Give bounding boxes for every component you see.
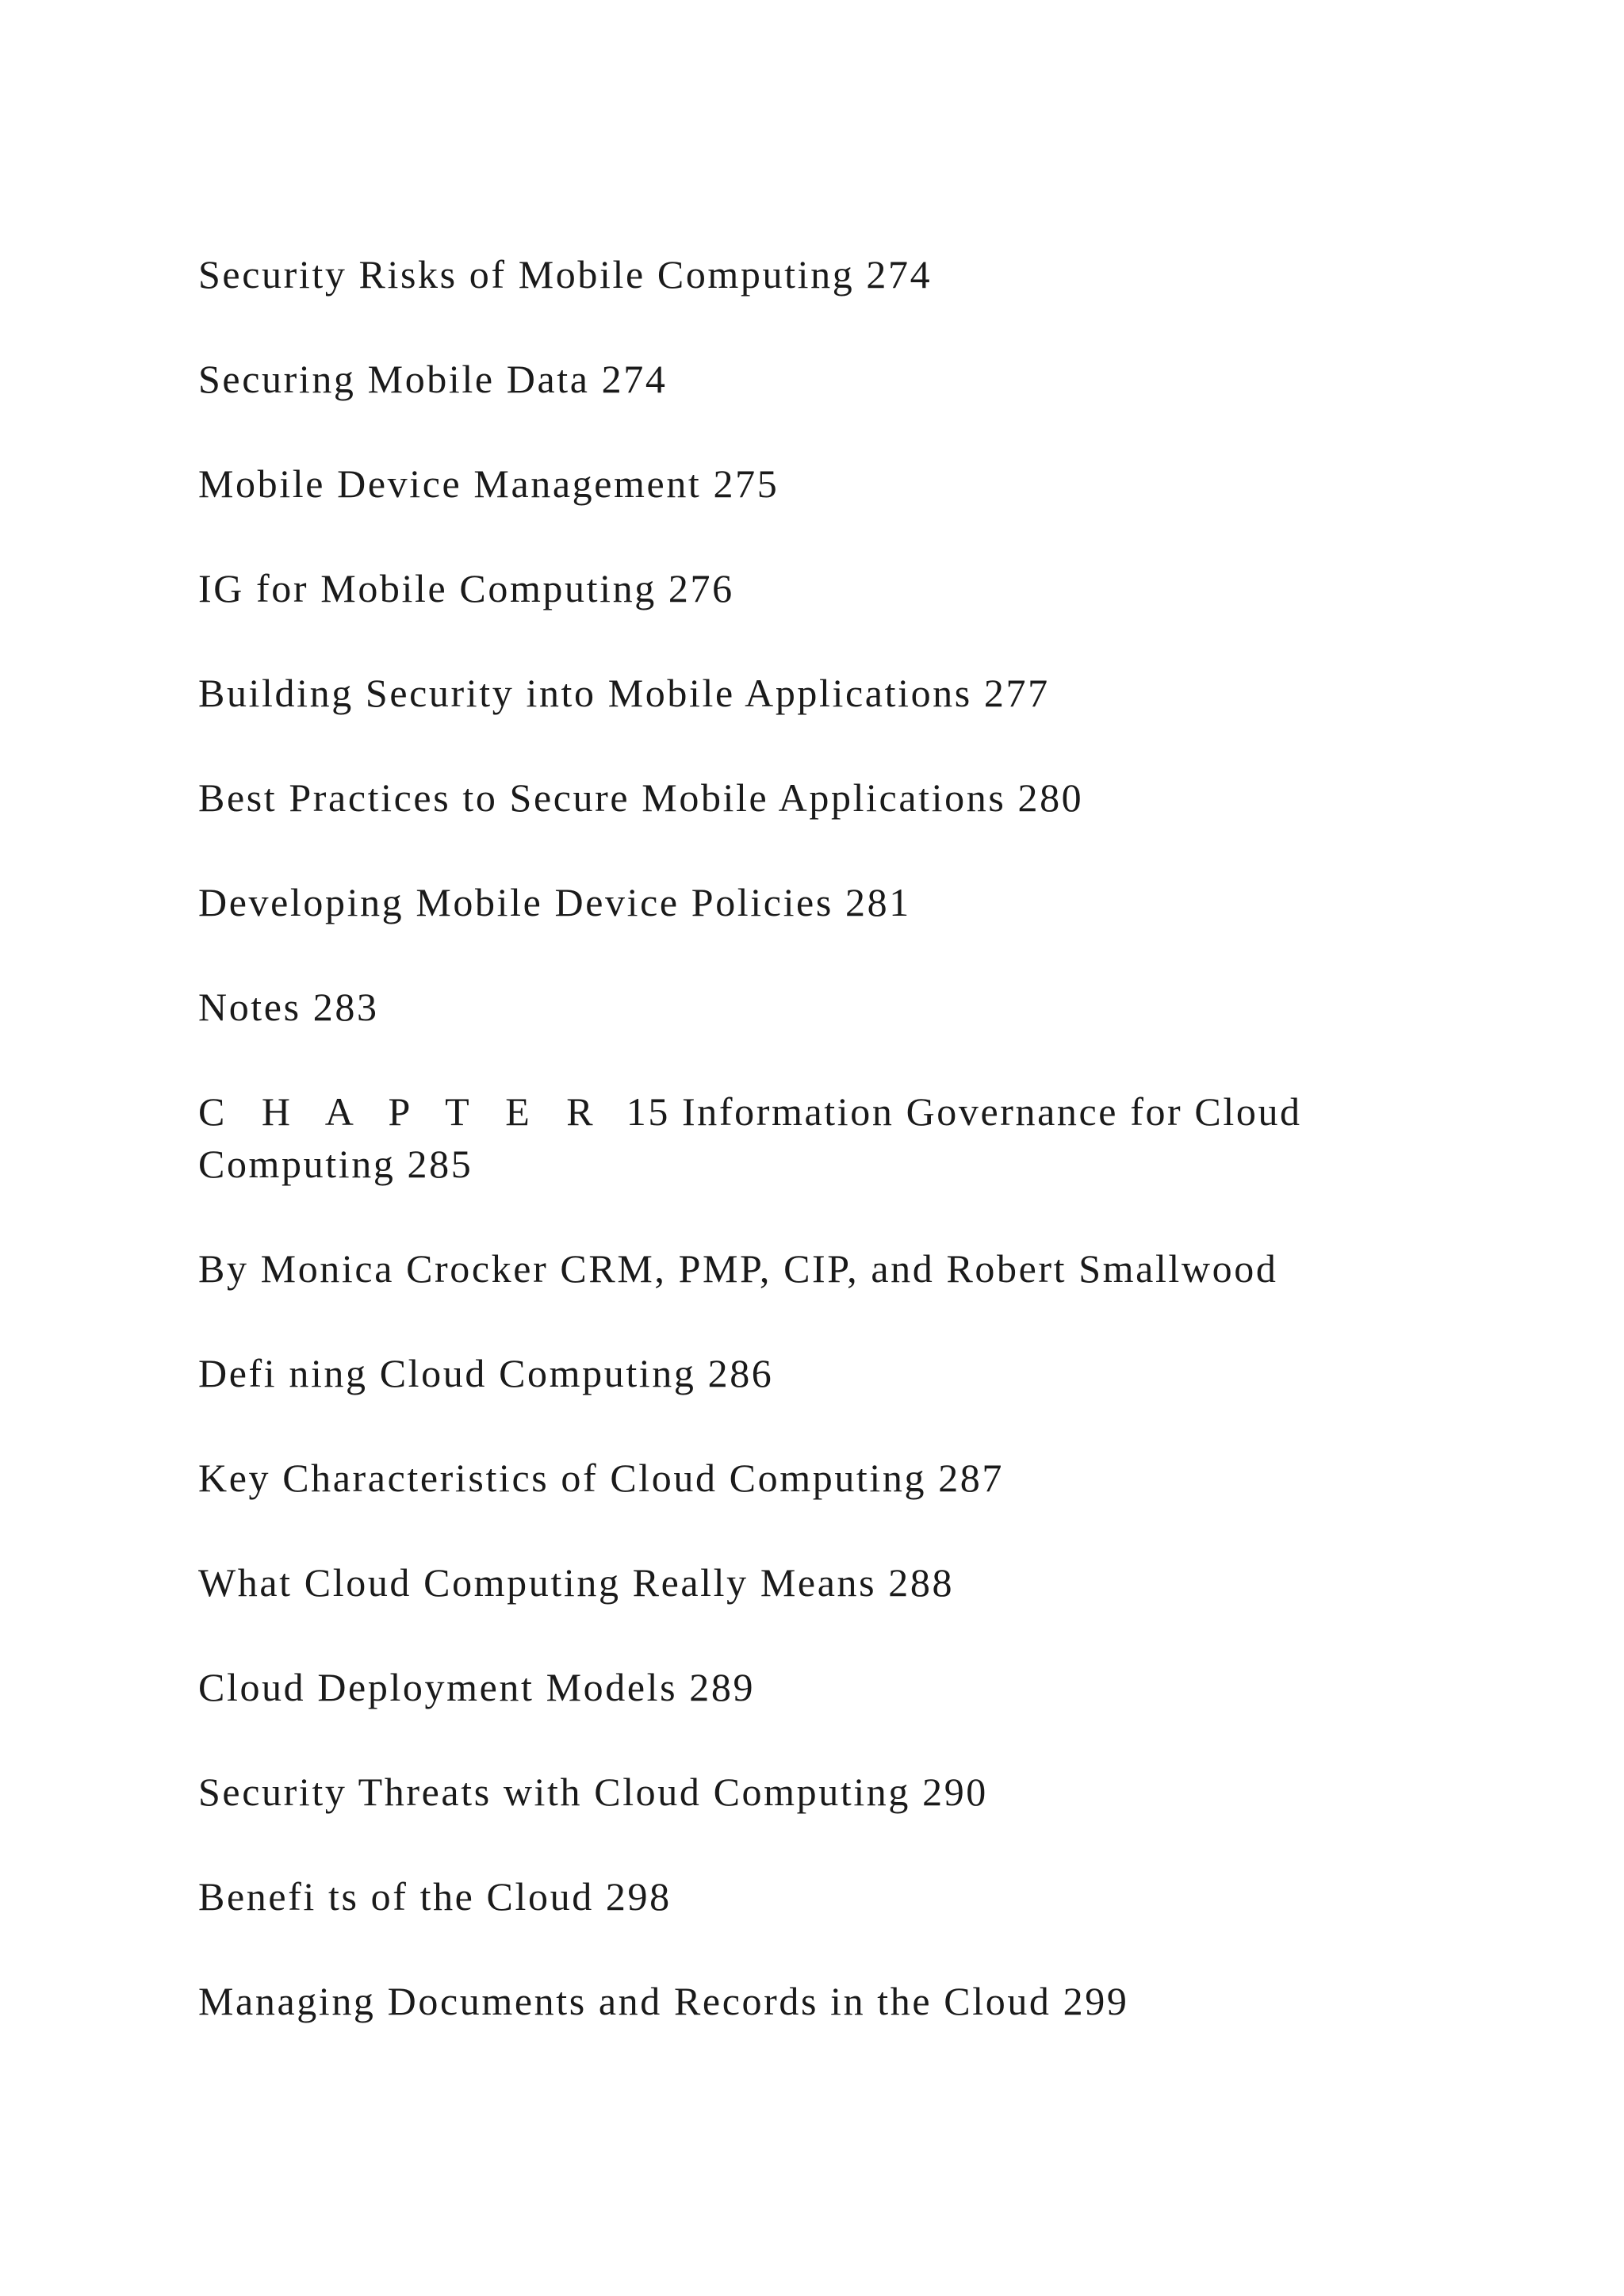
chapter-label: C H A P T E R — [198, 1089, 607, 1134]
toc-entry: Key Characteristics of Cloud Computing 287 — [198, 1456, 1005, 1500]
toc-entry: Securing Mobile Data 274 — [198, 357, 668, 401]
toc-entry: Managing Documents and Records in the Cloud 299 — [198, 1979, 1129, 2023]
toc-entry: Notes 283 — [198, 985, 379, 1029]
toc-entry: Mobile Device Management 275 — [198, 461, 779, 506]
toc-entry: Cloud Deployment Models 289 — [198, 1665, 756, 1709]
toc-entry: Developing Mobile Device Policies 281 — [198, 880, 911, 924]
toc-entry: Building Security into Mobile Applications 277 — [198, 671, 1050, 715]
toc-entry: Benefi ts of the Cloud 298 — [198, 1874, 672, 1919]
chapter-heading — [198, 1085, 1435, 1190]
toc-entry: Best Practices to Secure Mobile Applications 280 — [198, 775, 1084, 820]
toc-entry: What Cloud Computing Really Means 288 — [198, 1560, 955, 1605]
chapter-title: 15 Information Governance for Cloud Computing 285 — [198, 1089, 1302, 1186]
toc-entry: Defi ning Cloud Computing 286 — [198, 1351, 774, 1395]
toc-entry: Security Threats with Cloud Computing 290 — [198, 1770, 988, 1814]
toc-entry: IG for Mobile Computing 276 — [198, 566, 734, 610]
toc-entry: Security Risks of Mobile Computing 274 — [198, 252, 933, 297]
chapter-byline: By Monica Crocker CRM, PMP, CIP, and Robert Smallwood — [198, 1246, 1278, 1291]
